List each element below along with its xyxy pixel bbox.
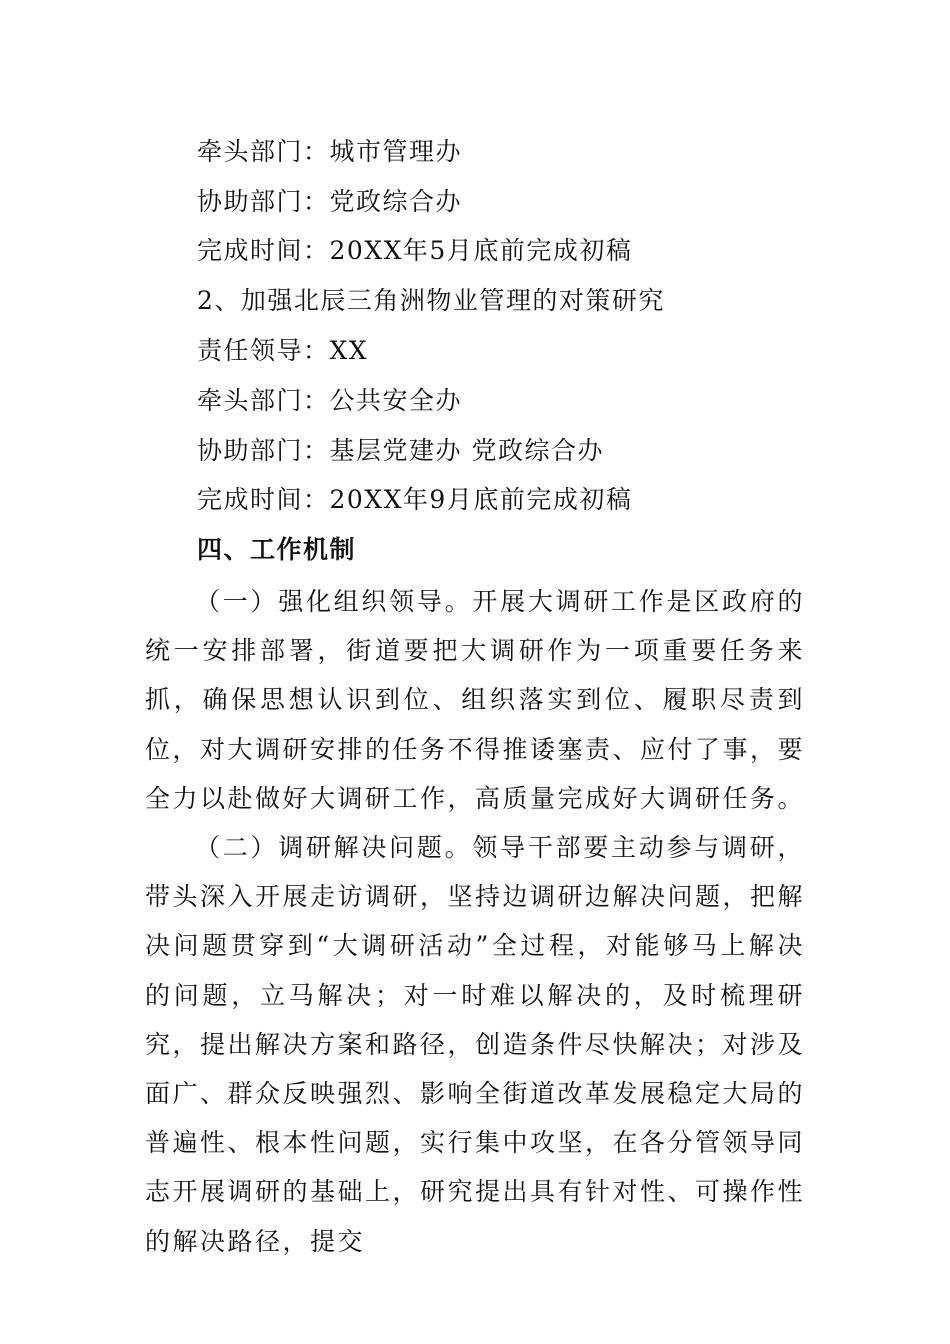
task2-lead-dept: 牵头部门：公共安全办 (197, 386, 463, 415)
task2-deadline: 完成时间：20XX年9月底前完成初稿 (197, 485, 633, 514)
task1-deadline: 完成时间：20XX年5月底前完成初稿 (197, 236, 633, 265)
section-heading: 四、工作机制 (197, 535, 357, 564)
paragraph-organization: （一）强化组织领导。开展大调研工作是区政府的统一安排部署，街道要把大调研作为一项重要任务来抓，确保思想认识到位、组织落实到位、履职尽责到位，对大调研安排的任务不得推诿塞责、应付了事，要全力以赴做好大调研工作，高质量完成好大调研任务。 (145, 587, 806, 813)
task2-leader: 责任领导：XX (197, 336, 369, 365)
task2-assist-dept: 协助部门：基层党建办 党政综合办 (197, 436, 604, 465)
paragraph-problem-solving: （二）调研解决问题。领导干部要主动参与调研，带头深入开展走访调研，坚持边调研边解决问题，把解决问题贯穿到“大调研活动”全过程，对能够马上解决的问题，立马解决；对一时难以解决的，及时梳理研究，提出解决方案和路径，创造条件尽快解决；对涉及面广、群众反映强烈、影响全街道改革发展稳定大局的普遍性、根本性问题，实行集中攻坚，在各分管领导同志开展调研的基础上，研究提出具有针对性、可操作性的解决路径，提交 (145, 833, 806, 1256)
task1-lead-dept: 牵头部门：城市管理办 (197, 137, 463, 166)
task2-title: 2、加强北辰三角洲物业管理的对策研究 (197, 286, 665, 315)
task1-assist-dept: 协助部门：党政综合办 (197, 187, 463, 216)
